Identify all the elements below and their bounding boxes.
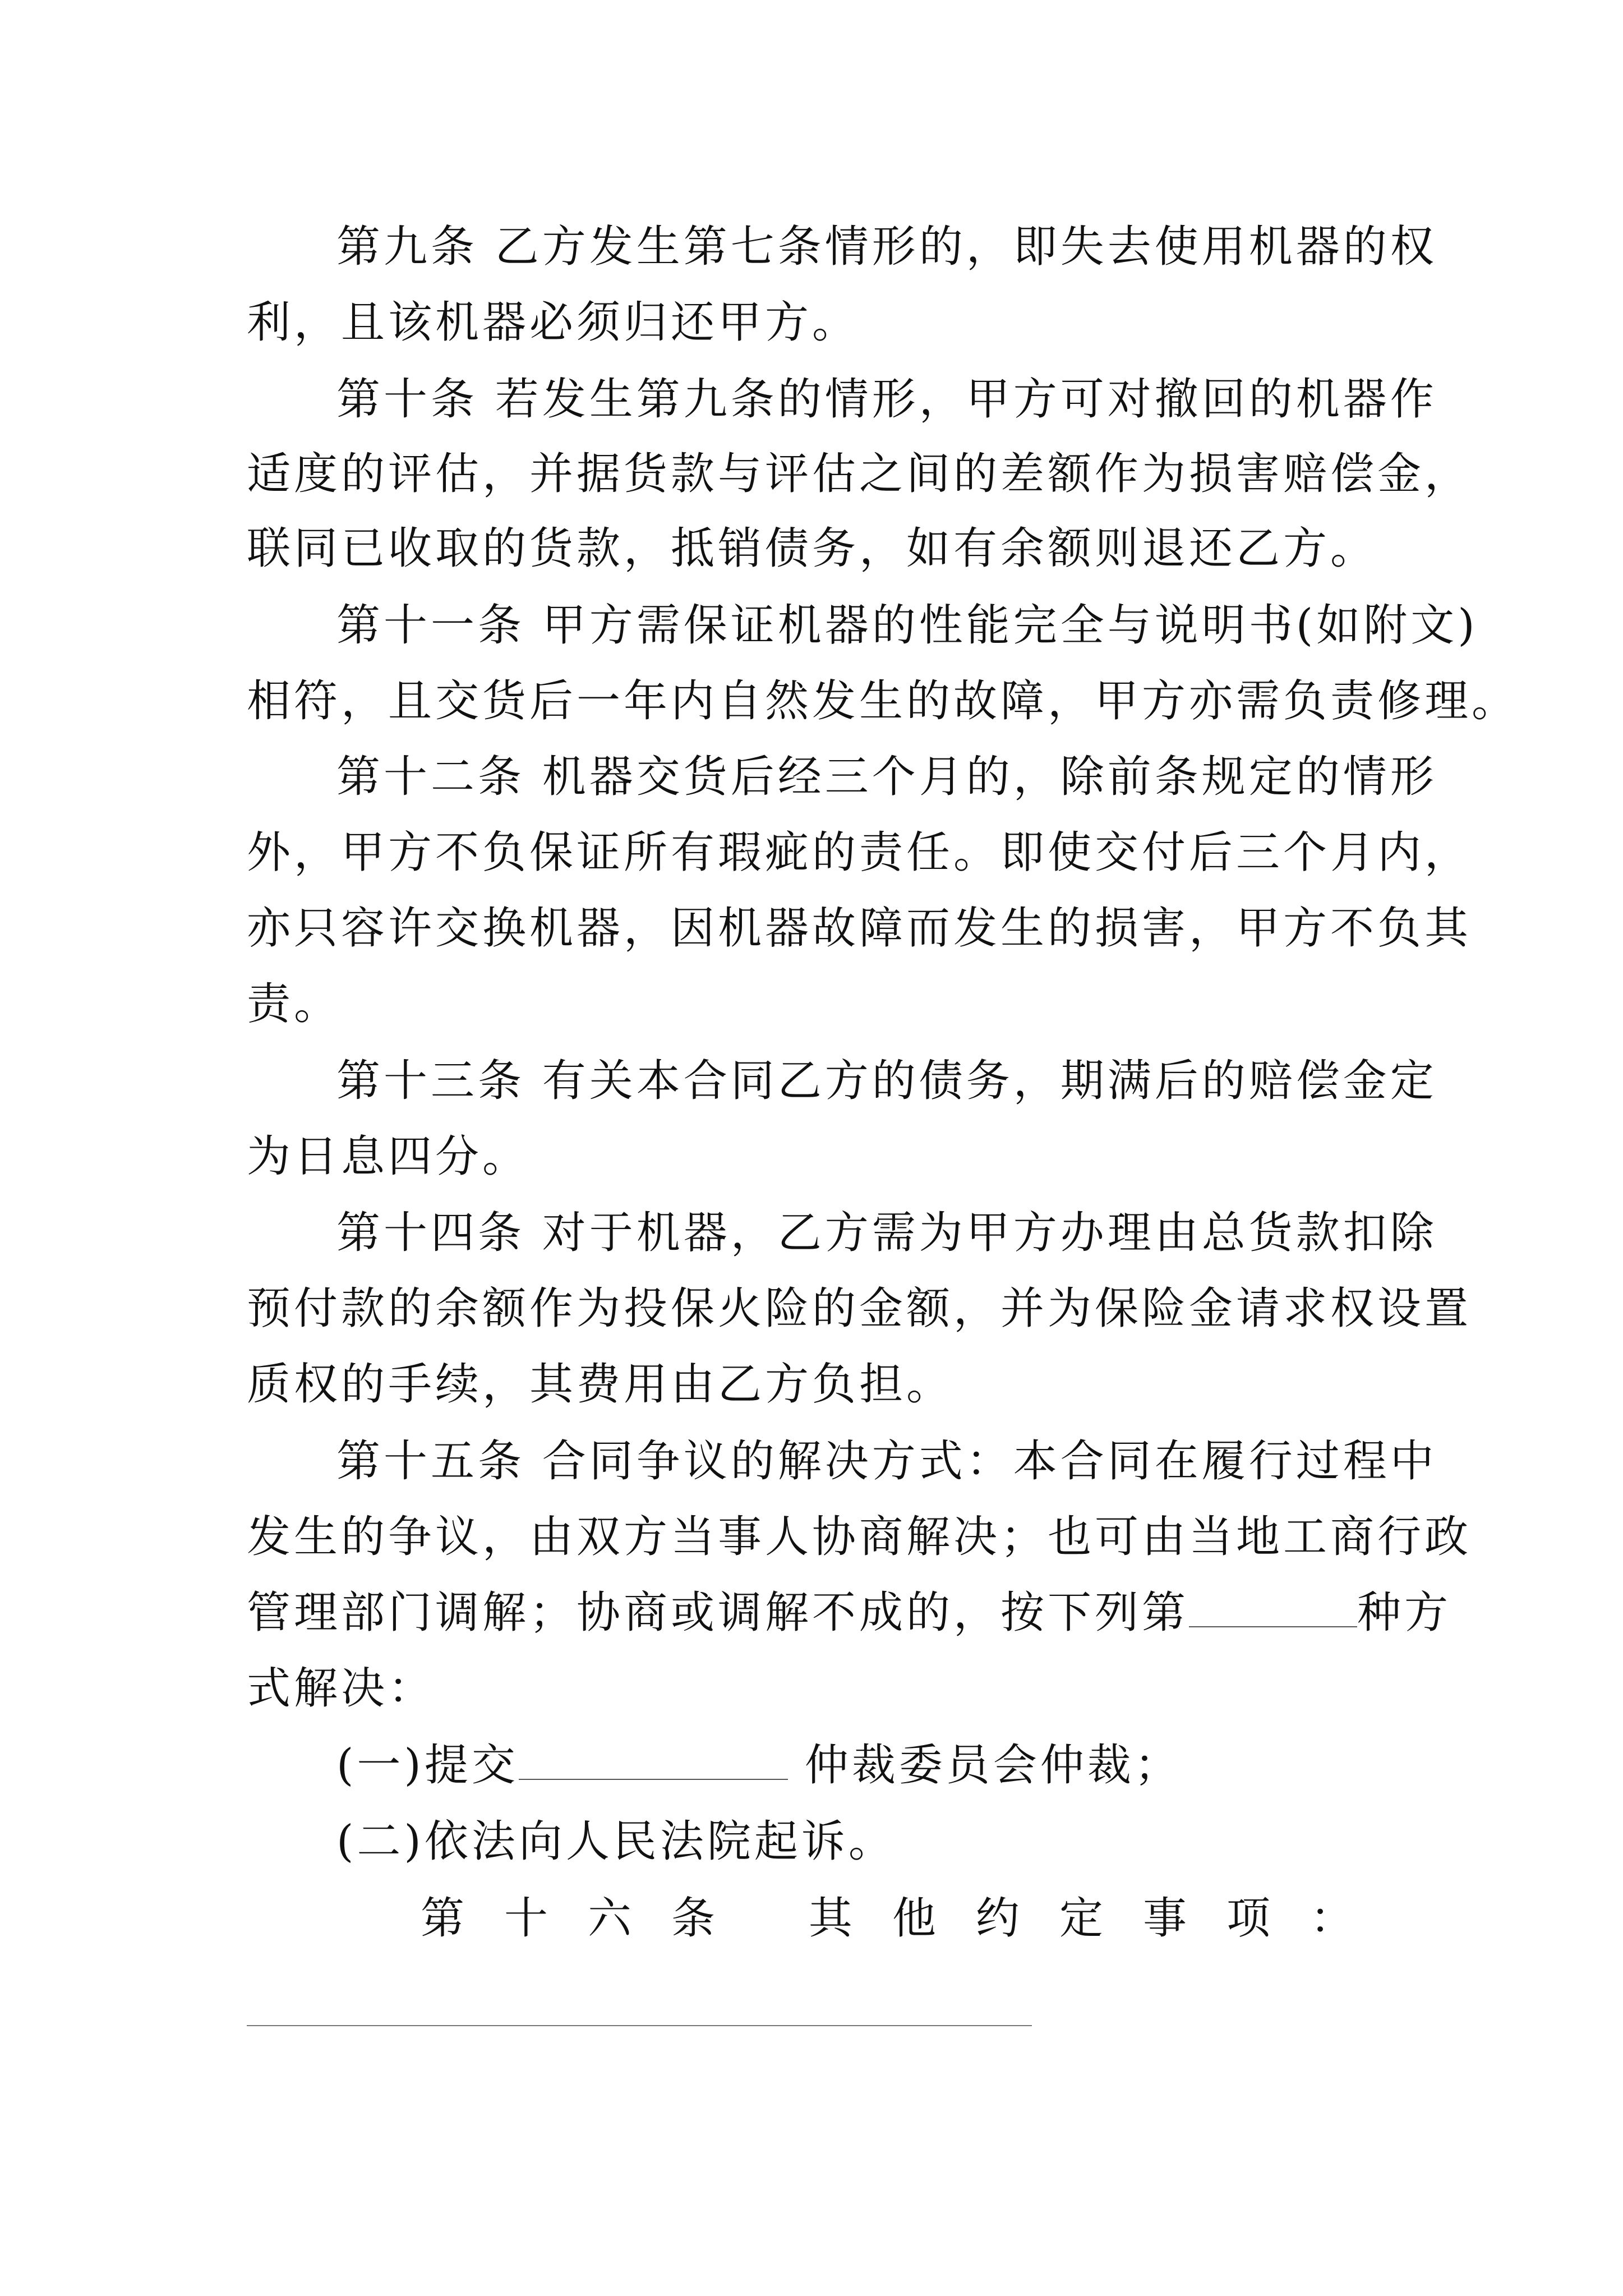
option-2-line: (二)依法向人民法院起诉。 — [336, 1816, 896, 1867]
article-14-line-1: 第十四条 对于机器，乙方需为甲方办理由总货款扣除 — [336, 1208, 1437, 1258]
article-9-line-2: 利，且该机器必须归还甲方。 — [247, 297, 860, 348]
article-11-line-1: 第十一条 甲方需保证机器的性能完全与说明书(如附文) — [336, 600, 1478, 651]
article-12-line-1: 第十二条 机器交货后经三个月的，除前条规定的情形 — [336, 752, 1437, 802]
article-16-line: 第十六条 其他约定事项： — [421, 1893, 1357, 1944]
article-14-line-3: 质权的手续，其费用由乙方负担。 — [247, 1359, 954, 1410]
article-13-line-1: 第十三条 有关本合同乙方的债务，期满后的赔偿金定 — [336, 1056, 1437, 1106]
article-12-line-4: 责。 — [247, 979, 342, 1029]
other-terms-blank-line[interactable] — [247, 2025, 1032, 2026]
article-11-line-2: 相符，且交货后一年内自然发生的故障，甲方亦需负责修理。 — [247, 676, 1519, 726]
arbitration-committee-blank[interactable] — [519, 1740, 788, 1780]
article-10-line-2: 适度的评估，并据货款与评估之间的差额作为损害赔偿金， — [247, 449, 1472, 499]
article-15-line-3 — [247, 1585, 1452, 1641]
article-15-line-3-text: 管理部门调解；协商或调解不成的，按下列第 — [247, 1588, 1189, 1638]
article-15-line-2: 发生的争议，由双方当事人协商解决；也可由当地工商行政 — [247, 1512, 1472, 1562]
article-14-line-2: 预付款的余额作为投保火险的金额，并为保险金请求权设置 — [247, 1283, 1472, 1334]
option-1-line — [336, 1737, 1391, 1793]
option-1-text: (一)提交 — [336, 1740, 519, 1791]
article-9-line-1: 第九条 乙方发生第七条情形的，即失去使用机器的权 — [336, 222, 1437, 272]
article-15-line-1: 第十五条 合同争议的解决方式：本合同在履行过程中 — [336, 1436, 1437, 1487]
article-15-line-3-tail: 种方 — [1357, 1588, 1452, 1638]
article-10-line-3: 联同已收取的货款，抵销债务，如有余额则退还乙方。 — [247, 523, 1378, 574]
article-13-line-2: 为日息四分。 — [247, 1131, 530, 1182]
article-12-line-3: 亦只容许交换机器，因机器故障而发生的损害，甲方不负其 — [247, 903, 1472, 954]
method-number-blank[interactable] — [1189, 1587, 1357, 1627]
article-15-line-4: 式解决： — [247, 1663, 436, 1714]
article-12-line-2: 外，甲方不负保证所有瑕疵的责任。即使交付后三个月内， — [247, 827, 1472, 878]
option-1-tail: 仲裁委员会仲裁； — [804, 1740, 1182, 1791]
article-10-line-1: 第十条 若发生第九条的情形，甲方可对撤回的机器作 — [336, 374, 1437, 425]
